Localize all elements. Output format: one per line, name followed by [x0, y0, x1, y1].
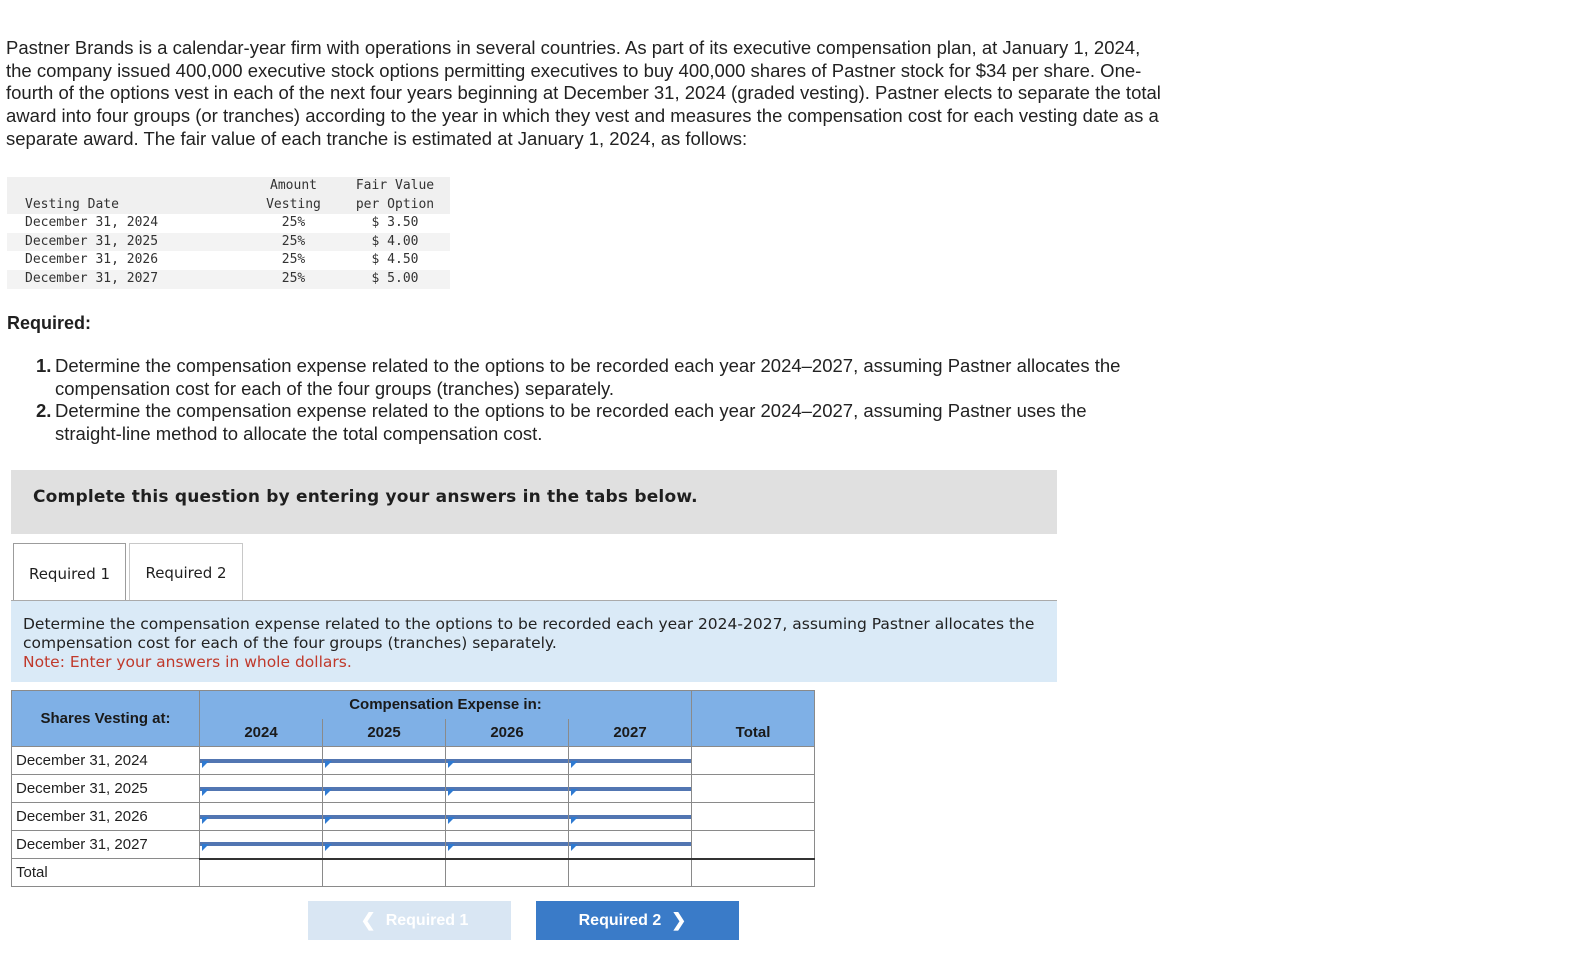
vesting-date-header: Vesting Date	[25, 196, 119, 212]
column-header-total: Total	[692, 719, 815, 747]
banner-text: Complete this question by entering your answers in the tabs below.	[33, 487, 698, 507]
required-item-text: Determine the compensation expense related to the options to be recorded each year 2024–2027, assuming Pastner uses the straight-line method to allocate the total compensation cost.	[55, 400, 1087, 445]
shares-vesting-header: Shares Vesting at:	[12, 691, 200, 747]
vesting-fair-value: $ 4.00	[371, 233, 419, 249]
vesting-amount: 25%	[281, 252, 306, 268]
total-cell-2025	[323, 859, 446, 887]
table-row	[12, 747, 815, 775]
vesting-date: December 31, 2027	[25, 270, 159, 286]
vesting-fair-value: $ 4.50	[371, 252, 419, 268]
expense-input-2027[interactable]	[569, 842, 691, 846]
vesting-header-row-2	[7, 196, 450, 215]
vesting-fair-value: $ 3.50	[371, 215, 419, 231]
fair-value-header-line1: Fair Value	[355, 178, 435, 193]
expense-input-2025[interactable]	[323, 759, 445, 763]
required-item-1	[36, 355, 1156, 400]
vesting-schedule-table	[7, 177, 450, 289]
instructions-text: Determine the compensation expense related to the options to be recorded each year 2024-2027, assuming Pastner allocates the compensation cost for each of the four groups (tranches) separately.	[23, 615, 1035, 652]
vesting-row	[7, 233, 450, 252]
tab-required-1[interactable]: Required 1	[13, 543, 126, 603]
expense-input-2024[interactable]	[200, 787, 322, 791]
row-total-cell	[692, 747, 815, 775]
expense-input-2026[interactable]	[446, 815, 568, 819]
expense-input-2025[interactable]	[323, 815, 445, 819]
vesting-date: December 31, 2024	[25, 215, 159, 231]
expense-input-2027[interactable]	[569, 759, 691, 763]
total-cell-2024	[200, 859, 323, 887]
expense-input-2026[interactable]	[446, 759, 568, 763]
fair-value-header-line2: per Option	[355, 196, 435, 212]
total-cell-2027	[569, 859, 692, 887]
column-header-2024: 2024	[200, 719, 323, 747]
row-label: December 31, 2026	[12, 803, 200, 831]
next-required-2-button[interactable]	[536, 901, 739, 940]
table-row-total	[12, 859, 815, 887]
expense-input-2025[interactable]	[323, 787, 445, 791]
table-row	[12, 803, 815, 831]
row-label: December 31, 2024	[12, 747, 200, 775]
vesting-amount: 25%	[281, 215, 306, 231]
expense-input-2027[interactable]	[569, 815, 691, 819]
required-item-text: Determine the compensation expense related to the options to be recorded each year 2024–2027, assuming Pastner allocates the compensation cost for each of the four groups (tranches) separately.	[55, 355, 1121, 399]
required-list	[36, 355, 1156, 446]
row-total-cell	[692, 803, 815, 831]
expense-input-2024[interactable]	[200, 759, 322, 763]
row-label: December 31, 2025	[12, 775, 200, 803]
row-total-cell	[692, 775, 815, 803]
prev-required-1-button[interactable]	[308, 901, 511, 940]
compensation-expense-table	[11, 690, 815, 887]
vesting-header-row	[7, 177, 450, 196]
tab-instructions	[11, 601, 1057, 682]
column-header-2027: 2027	[569, 719, 692, 747]
instructions-banner	[11, 470, 1057, 534]
next-button-label: Required 2	[578, 911, 662, 929]
row-total-cell	[692, 831, 815, 859]
vesting-row	[7, 270, 450, 289]
required-item-number: 2.	[36, 400, 52, 422]
column-header-2026: 2026	[446, 719, 569, 747]
column-header-2025: 2025	[323, 719, 446, 747]
row-label: Total	[12, 859, 200, 887]
vesting-fair-value: $ 5.00	[371, 270, 419, 286]
table-row	[12, 775, 815, 803]
vesting-amount: 25%	[281, 270, 306, 286]
grid-header-row	[12, 691, 815, 719]
total-cell-2026	[446, 859, 569, 887]
vesting-amount: 25%	[281, 233, 306, 249]
row-label: December 31, 2027	[12, 831, 200, 859]
prev-button-label: Required 1	[385, 911, 469, 929]
compensation-expense-header: Compensation Expense in:	[200, 691, 692, 719]
required-title: Required:	[7, 313, 92, 333]
expense-input-2024[interactable]	[200, 842, 322, 846]
amount-header-line1: Amount	[270, 178, 317, 193]
amount-header-line2: Vesting	[266, 196, 321, 212]
expense-input-2025[interactable]	[323, 842, 445, 846]
required-item-2	[36, 400, 1156, 445]
vesting-date: December 31, 2025	[25, 233, 159, 249]
vesting-date: December 31, 2026	[25, 252, 159, 268]
expense-input-2027[interactable]	[569, 787, 691, 791]
total-cell-grand	[692, 859, 815, 887]
table-row	[12, 831, 815, 859]
instructions-note: Note: Enter your answers in whole dollars.	[23, 653, 352, 671]
vesting-row	[7, 251, 450, 270]
vesting-row	[7, 214, 450, 233]
problem-statement: Pastner Brands is a calendar-year firm with operations in several countries. As part of its executive compensation plan, at January 1, 2024, the company issued 400,000 executive stock options permitting executives to buy 400,000 shares of Pastner stock for $34 per share. One-fourth of the options vest in each of the next four years beginning at December 31, 2024 (graded vesting). Pastner elects to separate the total award into four groups (or tranches) according to the year in which they vest and measures the compensation cost for each vesting date as a separate award. The fair value of each tranche is estimated at January 1, 2024, as follows:	[6, 37, 1161, 149]
expense-input-2024[interactable]	[200, 815, 322, 819]
chevron-left-icon: ❮	[360, 910, 376, 930]
chevron-right-icon: ❯	[671, 910, 687, 930]
required-item-number: 1.	[36, 355, 52, 376]
tab-required-2[interactable]: Required 2	[129, 543, 243, 601]
expense-input-2026[interactable]	[446, 787, 568, 791]
expense-input-2026[interactable]	[446, 842, 568, 846]
